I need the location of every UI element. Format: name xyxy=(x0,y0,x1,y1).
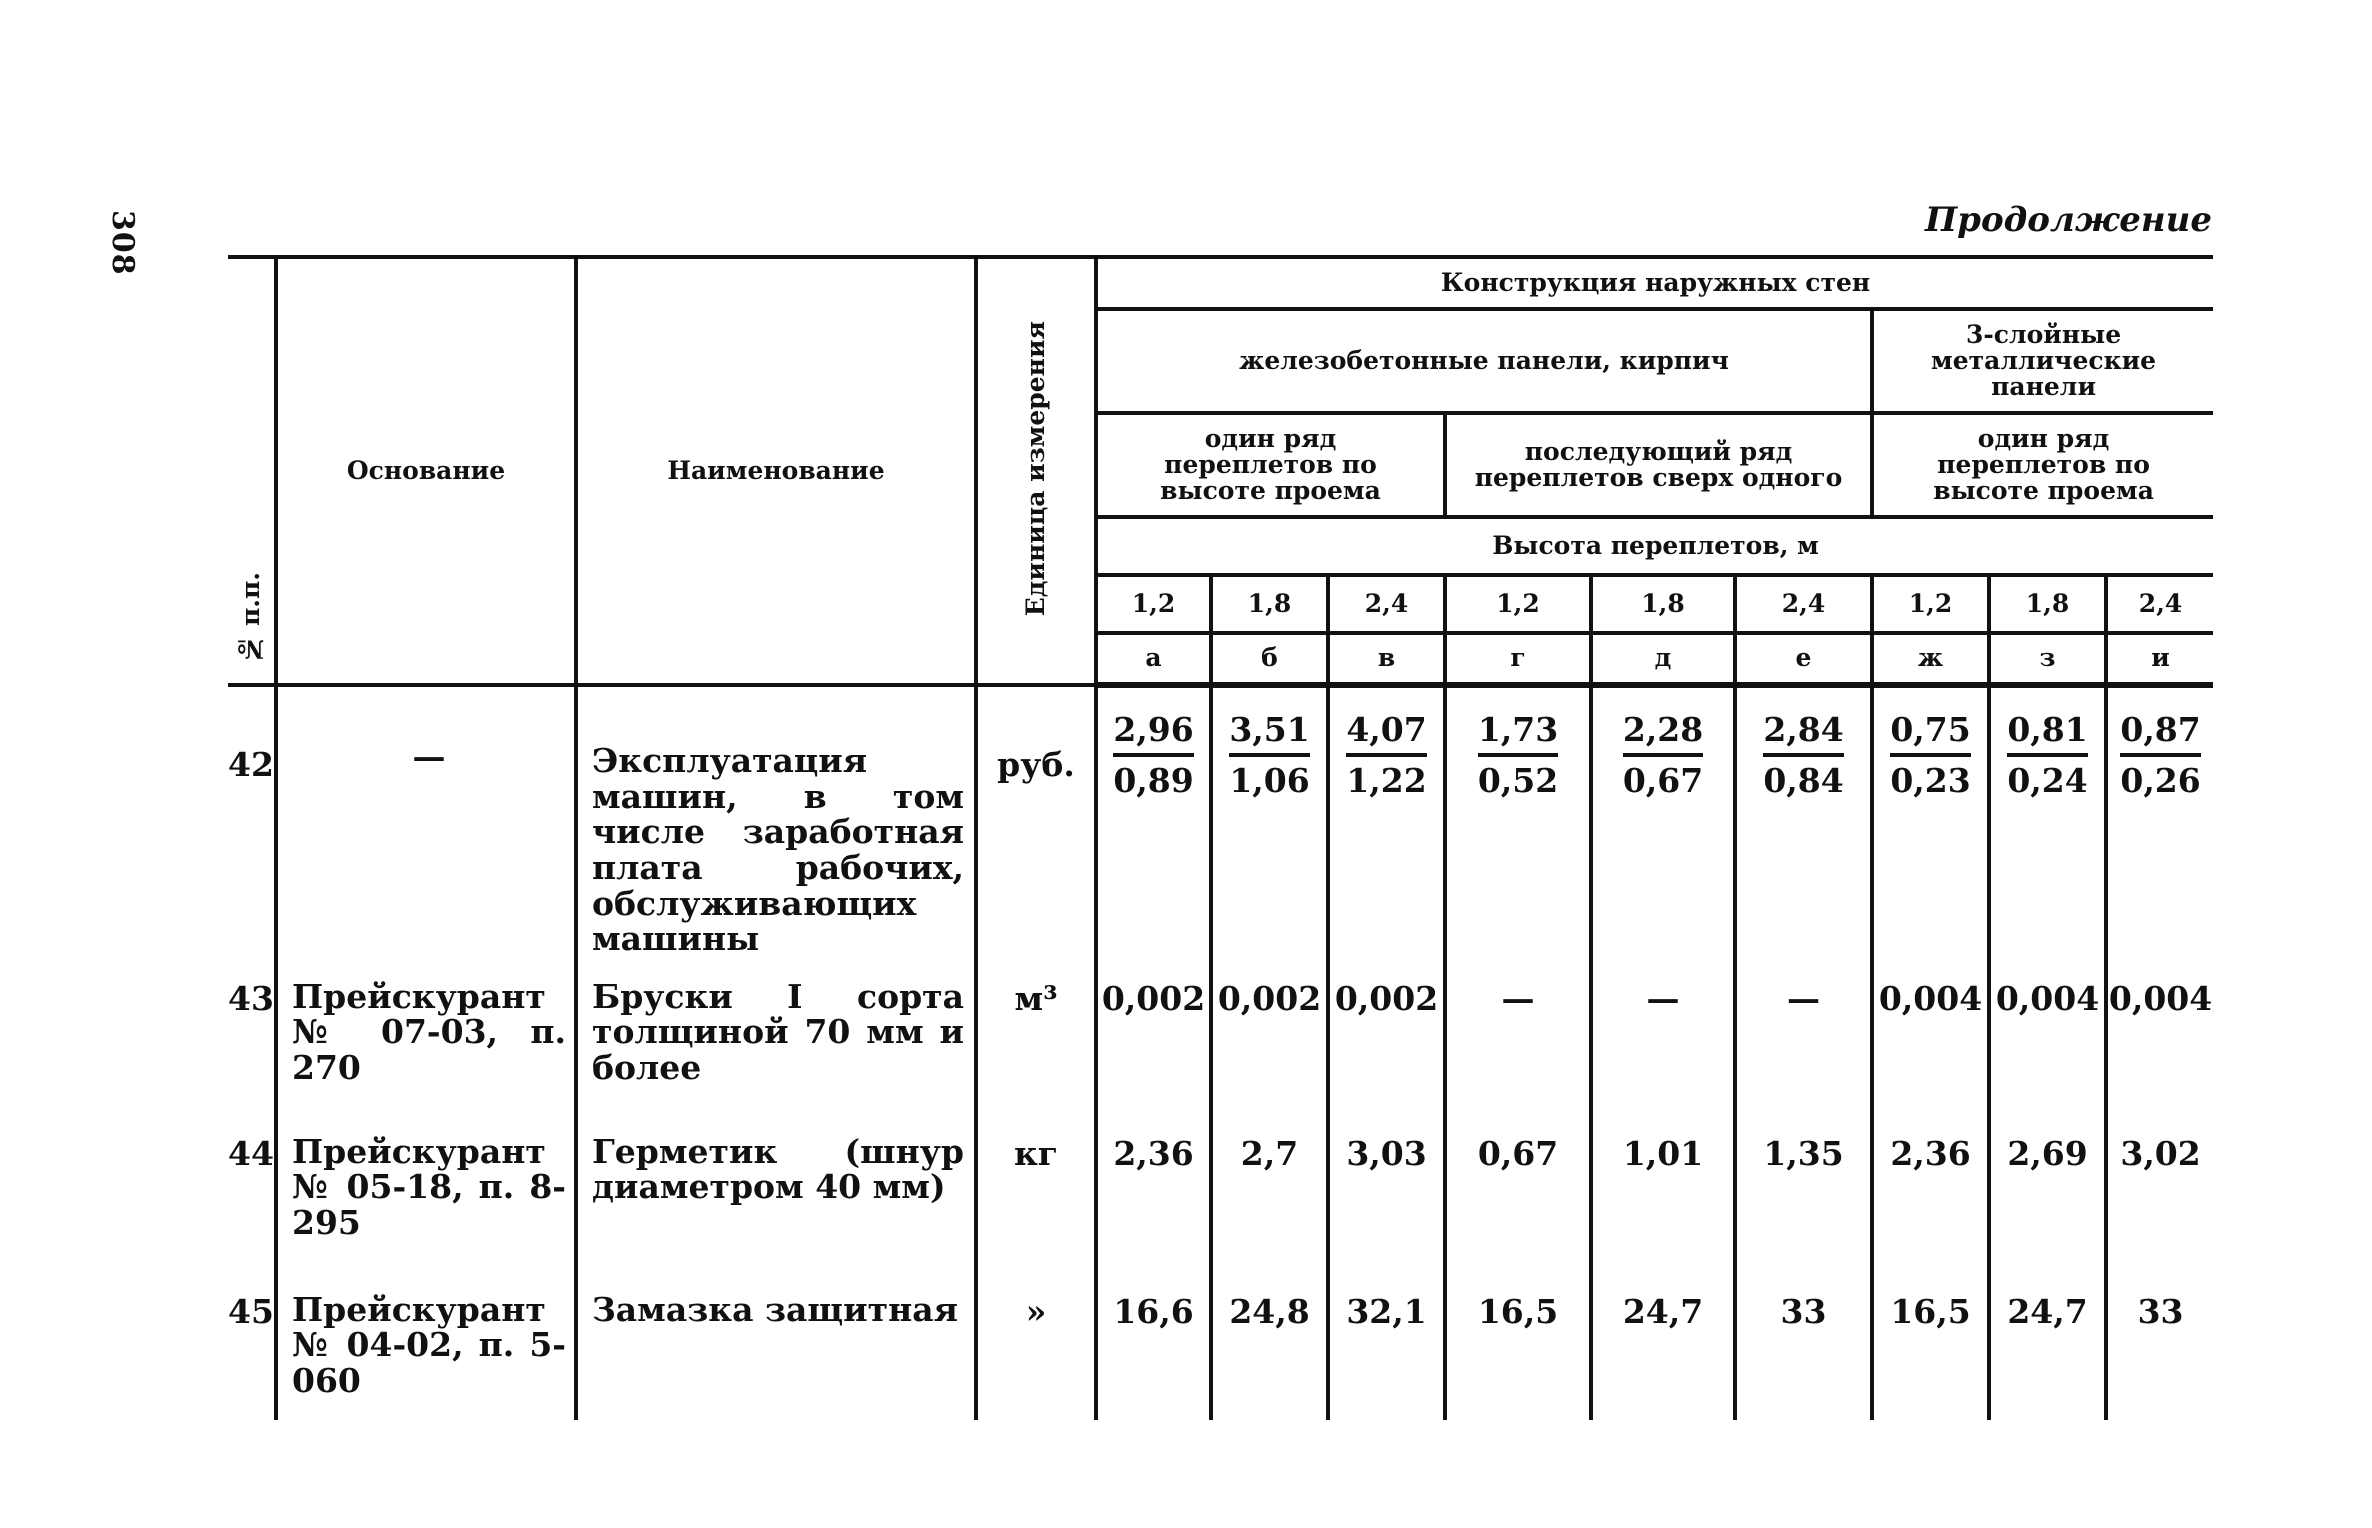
row-value xyxy=(1989,685,2106,957)
row-value: 1,01 xyxy=(1591,1112,1735,1270)
header-letter: е xyxy=(1735,633,1872,685)
value-bottom: 0,52 xyxy=(1477,761,1559,800)
header-letter: з xyxy=(1989,633,2106,685)
row-value: 33 xyxy=(1735,1270,1872,1420)
value-top: 3,51 xyxy=(1229,710,1309,757)
header-height-label: Высота переплетов, м xyxy=(1096,517,2213,575)
header-letter: б xyxy=(1211,633,1328,685)
header-height: 1,8 xyxy=(1989,575,2106,633)
header-basis: Основание xyxy=(276,257,576,685)
row-value: — xyxy=(1591,957,1735,1112)
row-value: 2,69 xyxy=(1989,1112,2106,1270)
header-unit-label: Единица измерения xyxy=(1020,320,1050,617)
row-basis: Прейскурант № 07-03, п. 270 xyxy=(276,957,576,1112)
header-no xyxy=(228,257,276,685)
header-unit xyxy=(976,257,1096,685)
table-row xyxy=(228,1112,2213,1270)
row-value: 33 xyxy=(2106,1270,2213,1420)
row-no: 42 xyxy=(228,745,274,784)
row-value: 2,36 xyxy=(1096,1112,1211,1270)
header-height: 1,2 xyxy=(1872,575,1989,633)
row-value: 3,02 xyxy=(2106,1112,2213,1270)
row-value: 32,1 xyxy=(1328,1270,1445,1420)
norms-table-wrap xyxy=(228,255,2213,1420)
value-bottom: 0,23 xyxy=(1890,761,1971,800)
value-top: 2,28 xyxy=(1623,710,1703,757)
row-value: 16,6 xyxy=(1096,1270,1211,1420)
row-no: 43 xyxy=(228,978,274,1018)
value-bottom: 0,84 xyxy=(1763,761,1844,800)
row-value: 0,004 xyxy=(2106,957,2213,1112)
header-letter: в xyxy=(1328,633,1445,685)
header-height: 2,4 xyxy=(2106,575,2213,633)
row-value: 0,002 xyxy=(1328,957,1445,1112)
table-body xyxy=(228,685,2213,1420)
row-value: 3,03 xyxy=(1328,1112,1445,1270)
row-name: Эксплуатация машин, в том числе заработная плата рабочих, обслуживающих машины xyxy=(576,685,976,957)
row-value xyxy=(1591,685,1735,957)
value-top: 2,84 xyxy=(1763,710,1843,757)
row-unit: » xyxy=(976,1270,1096,1420)
row-value: 16,5 xyxy=(1872,1270,1989,1420)
header-height: 2,4 xyxy=(1735,575,1872,633)
header-letter: и xyxy=(2106,633,2213,685)
row-value: 0,002 xyxy=(1096,957,1211,1112)
value-bottom: 0,24 xyxy=(2007,761,2088,800)
row-value xyxy=(1445,685,1591,957)
row-value: 24,7 xyxy=(1989,1270,2106,1420)
continuation-label: Продолжение xyxy=(1925,200,2212,240)
row-name: Бруски I сорта толщиной 70 мм и более xyxy=(576,957,976,1112)
row-value xyxy=(1096,685,1211,957)
header-height: 1,2 xyxy=(1096,575,1211,633)
row-name: Герметик (шнур диаметром 40 мм) xyxy=(576,1112,976,1270)
row-value: — xyxy=(1735,957,1872,1112)
value-bottom: 1,06 xyxy=(1229,761,1310,800)
row-value: 0,004 xyxy=(1872,957,1989,1112)
header-sub-next-row: последующий ряд переплетов сверх одного xyxy=(1445,413,1872,517)
row-value: 1,35 xyxy=(1735,1112,1872,1270)
row-value xyxy=(1211,685,1328,957)
table-row xyxy=(228,685,2213,957)
value-bottom: 0,26 xyxy=(2120,761,2201,800)
norms-table xyxy=(228,255,2213,1420)
row-value: 0,002 xyxy=(1211,957,1328,1112)
table-header xyxy=(228,257,2213,685)
value-top: 1,73 xyxy=(1478,710,1558,757)
row-value: 0,004 xyxy=(1989,957,2106,1112)
header-height: 1,2 xyxy=(1445,575,1591,633)
header-height: 1,8 xyxy=(1211,575,1328,633)
row-unit: кг xyxy=(976,1112,1096,1270)
row-value: 0,67 xyxy=(1445,1112,1591,1270)
header-letter: ж xyxy=(1872,633,1989,685)
row-value: 24,7 xyxy=(1591,1270,1735,1420)
row-value: 2,7 xyxy=(1211,1112,1328,1270)
value-top: 4,07 xyxy=(1346,710,1426,757)
header-group-main: Конструкция наружных стен xyxy=(1096,257,2213,309)
header-letter: д xyxy=(1591,633,1735,685)
value-bottom: 1,22 xyxy=(1346,761,1427,800)
header-height: 1,8 xyxy=(1591,575,1735,633)
header-no-label: № п.п. xyxy=(235,572,265,664)
value-bottom: 0,67 xyxy=(1622,761,1704,800)
row-value: 2,36 xyxy=(1872,1112,1989,1270)
value-bottom: 0,89 xyxy=(1113,761,1194,800)
row-no: 44 xyxy=(228,1133,274,1173)
row-value: 16,5 xyxy=(1445,1270,1591,1420)
row-unit: м³ xyxy=(976,957,1096,1112)
row-value: — xyxy=(1445,957,1591,1112)
table-row xyxy=(228,1270,2213,1420)
row-value xyxy=(1328,685,1445,957)
header-group-metal: 3-слойные металлические панели xyxy=(1872,309,2213,413)
row-value xyxy=(1735,685,1872,957)
row-unit: руб. xyxy=(976,685,1096,957)
header-height: 2,4 xyxy=(1328,575,1445,633)
row-basis: — xyxy=(276,685,576,957)
row-basis: Прейскурант № 05-18, п. 8-295 xyxy=(276,1112,576,1270)
row-value xyxy=(2106,685,2213,957)
header-group-concrete: железобетонные панели, кирпич xyxy=(1096,309,1872,413)
value-top: 0,81 xyxy=(2007,710,2087,757)
header-name: Наименование xyxy=(576,257,976,685)
page-number: 308 xyxy=(105,210,140,276)
header-letter: а xyxy=(1096,633,1211,685)
table-row xyxy=(228,957,2213,1112)
value-top: 2,96 xyxy=(1113,710,1193,757)
row-no: 45 xyxy=(228,1291,274,1331)
value-top: 0,87 xyxy=(2120,710,2200,757)
row-value xyxy=(1872,685,1989,957)
row-value: 24,8 xyxy=(1211,1270,1328,1420)
header-sub-one-row: один ряд переплетов по высоте проема xyxy=(1096,413,1445,517)
row-basis: Прейскурант № 04-02, п. 5-060 xyxy=(276,1270,576,1420)
header-sub-metal-one-row: один ряд переплетов по высоте проема xyxy=(1872,413,2213,517)
row-name: Замазка защитная xyxy=(576,1270,976,1420)
value-top: 0,75 xyxy=(1890,710,1970,757)
header-letter: г xyxy=(1445,633,1591,685)
